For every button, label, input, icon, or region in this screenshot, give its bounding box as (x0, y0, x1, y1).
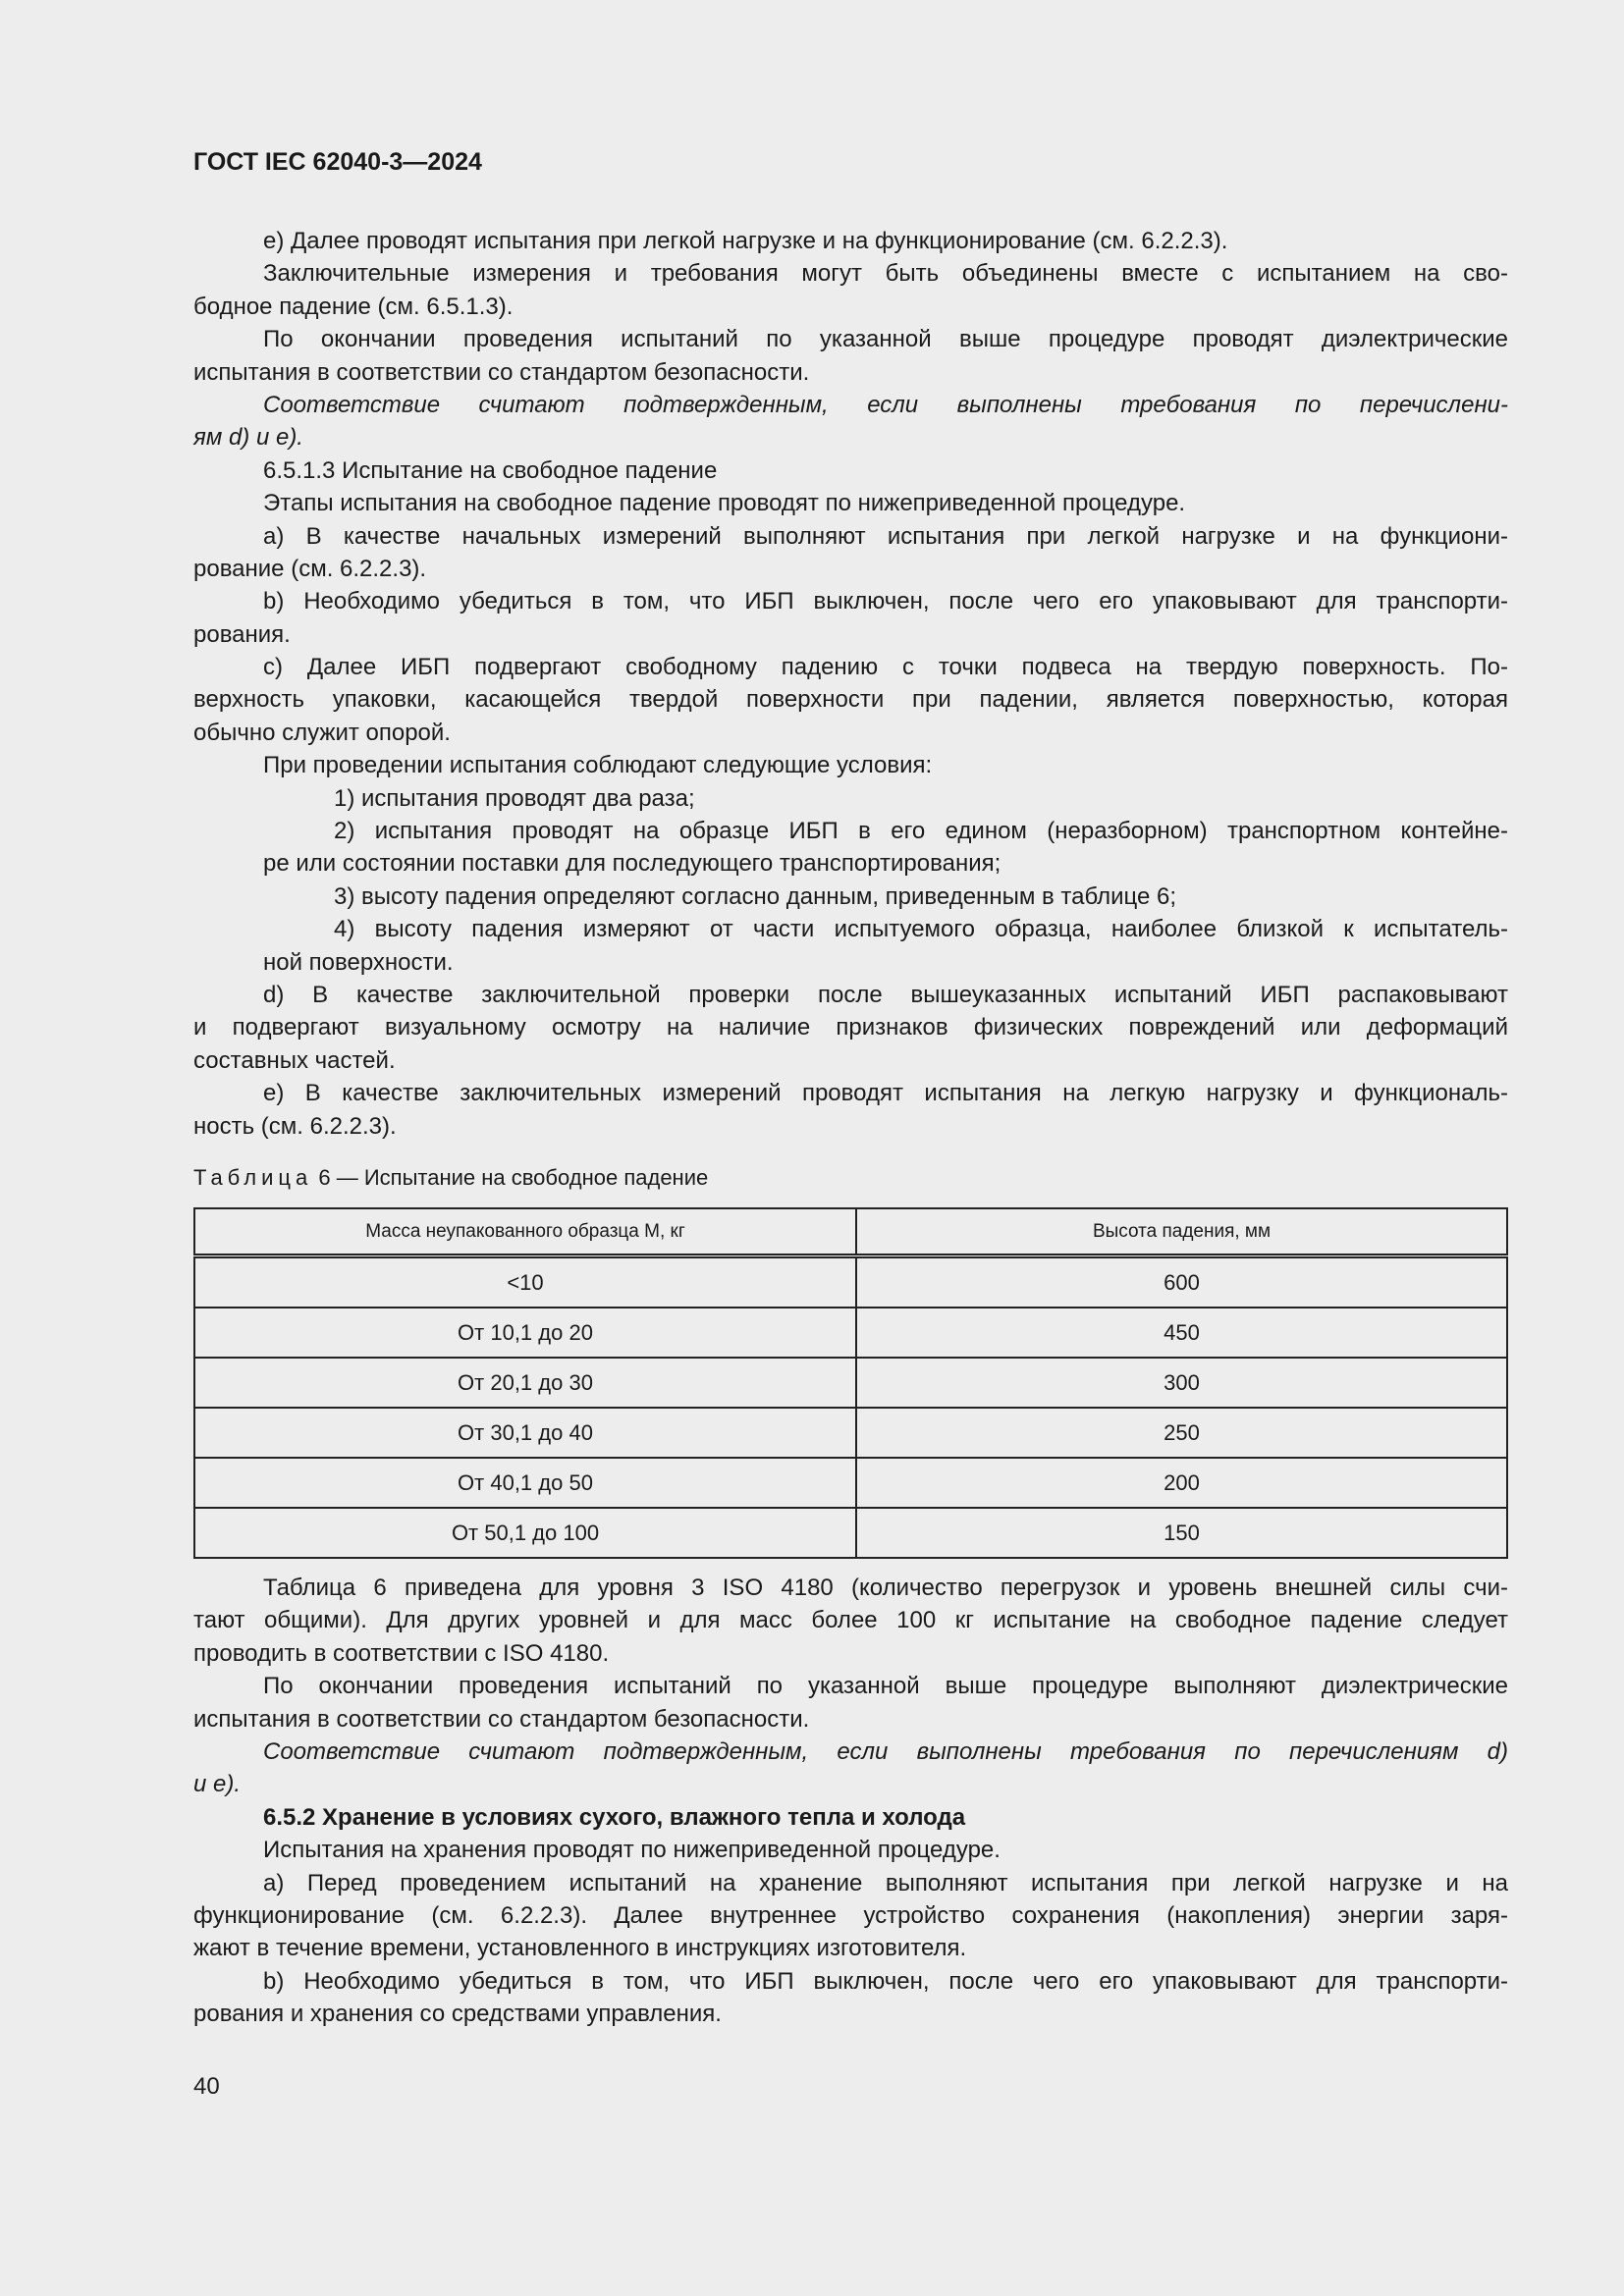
text-line: Таблица 6 приведена для уровня 3 ISO 4180 (количество перегрузок и уровень внешней силы счи- (263, 1575, 1508, 1601)
text-line: ям d) и e). (193, 424, 303, 452)
table-row (194, 1308, 1507, 1358)
text-line: функционирование (см. 6.2.2.3). Далее внутреннее устройство сохранения (накопления) энергии заря- (193, 1901, 1508, 1929)
table-caption-label: Таблица (193, 1165, 313, 1190)
mass-cell: От 40,1 до 50 (194, 1458, 856, 1508)
text-line: обычно служит опорой. (193, 719, 451, 746)
height-cell: 200 (856, 1458, 1507, 1508)
table-row (194, 1508, 1507, 1558)
text-line: b) Необходимо убедиться в том, что ИБП выключен, после чего его упаковывают для транспорти- (263, 1967, 1508, 1995)
section-heading: 6.5.1.3 Испытание на свободное падение (263, 456, 718, 484)
text-line: рование (см. 6.2.2.3). (193, 555, 427, 582)
height-cell: 450 (856, 1308, 1507, 1358)
list-item: 3) высоту падения определяют согласно данным, приведенным в таблице 6; (334, 882, 1177, 910)
text-line: c) Далее ИБП подвергают свободному падению с точки подвеса на твердую поверхность. По- (263, 654, 1508, 681)
mass-cell: <10 (194, 1256, 856, 1308)
text-line: тают общими). Для других уровней и для масс более 100 кг испытание на свободное падение следует (193, 1607, 1508, 1634)
text-line: e) В качестве заключительных измерений проводят испытания на легкую нагрузку и функциональ- (263, 1080, 1508, 1107)
table-row (194, 1256, 1507, 1308)
text-line: рования. (193, 620, 291, 648)
page-number: 40 (193, 2073, 220, 2100)
mass-cell: От 10,1 до 20 (194, 1308, 856, 1358)
column-header-height: Высота падения, мм (856, 1208, 1507, 1256)
list-item: 1) испытания проводят два раза; (334, 784, 695, 812)
list-item: ре или состоянии поставки для последующего транспортирования; (263, 850, 1001, 878)
text-line: b) Необходимо убедиться в том, что ИБП выключен, после чего его упаковывают для транспорти- (263, 588, 1508, 615)
table-row (194, 1458, 1507, 1508)
text-line: a) В качестве начальных измерений выполняют испытания при легкой нагрузке и на функциони- (263, 522, 1508, 550)
text-line: ность (см. 6.2.2.3). (193, 1112, 397, 1140)
list-item: 4) высоту падения измеряют от части испытуемого образца, наиболее близкой к испытатель- (334, 916, 1508, 943)
text-line: d) В качестве заключительной проверки после вышеуказанных испытаний ИБП распаковывают (263, 981, 1508, 1008)
table-caption-text: 6 — Испытание на свободное падение (318, 1165, 709, 1190)
table-row (194, 1358, 1507, 1408)
drop-test-table (193, 1207, 1508, 1559)
text-line: и подвергают визуальному осмотру на наличие признаков физических повреждений или деформаций (193, 1014, 1508, 1041)
text-line: и e). (193, 1771, 242, 1798)
text-line: верхность упаковки, касающейся твердой поверхности при падении, является поверхностью, которая (193, 686, 1508, 714)
table-header-row (194, 1208, 1507, 1256)
section-heading: 6.5.2 Хранение в условиях сухого, влажного тепла и холода (263, 1803, 966, 1831)
text-line: Соответствие считают подтвержденным, если выполнены требования по перечислениям d) (263, 1737, 1508, 1765)
height-cell: 600 (856, 1256, 1507, 1308)
text-line: бодное падение (см. 6.5.1.3). (193, 293, 514, 320)
height-cell: 150 (856, 1508, 1507, 1558)
text-line: Этапы испытания на свободное падение проводят по нижеприведенной процедуре. (263, 490, 1186, 517)
text-line: По окончании проведения испытаний по указанной выше процедуре выполняют диэлектрические (263, 1673, 1508, 1700)
table-row (194, 1408, 1507, 1458)
text-line: При проведении испытания соблюдают следующие условия: (263, 752, 933, 779)
body-text-bottom (193, 1572, 1508, 2030)
document-header: ГОСТ IEC 62040-3—2024 (193, 148, 482, 176)
text-line: e) Далее проводят испытания при легкой нагрузке и на функционирование (см. 6.2.2.3). (263, 228, 1228, 254)
text-line: жают в течение времени, установленного в инструкциях изготовителя. (193, 1935, 967, 1962)
text-line: рования и хранения со средствами управления. (193, 2001, 722, 2028)
column-header-mass: Масса неупакованного образца М, кг (194, 1208, 856, 1256)
height-cell: 300 (856, 1358, 1507, 1408)
text-line: проводить в соответствии с ISO 4180. (193, 1639, 610, 1667)
text-line: Соответствие считают подтвержденным, если выполнены требования по перечислени- (263, 391, 1508, 418)
body-text-top (193, 225, 1508, 1143)
mass-cell: От 20,1 до 30 (194, 1358, 856, 1408)
mass-cell: От 30,1 до 40 (194, 1408, 856, 1458)
text-line: испытания в соответствии со стандартом безопасности. (193, 1705, 810, 1733)
list-item: 2) испытания проводят на образце ИБП в его едином (неразборном) транспортном контейне- (334, 818, 1508, 845)
mass-cell: От 50,1 до 100 (194, 1508, 856, 1558)
text-line: составных частей. (193, 1046, 396, 1074)
text-line: испытания в соответствии со стандартом безопасности. (193, 358, 810, 386)
text-line: Испытания на хранения проводят по нижеприведенной процедуре. (263, 1837, 1001, 1864)
list-item: ной поверхности. (263, 948, 454, 976)
height-cell: 250 (856, 1408, 1507, 1458)
text-line: По окончании проведения испытаний по указанной выше процедуре проводят диэлектрические (263, 326, 1508, 353)
text-line: Заключительные измерения и требования могут быть объединены вместе с испытанием на сво- (263, 260, 1508, 288)
text-line: a) Перед проведением испытаний на хранение выполняют испытания при легкой нагрузке и на (263, 1869, 1508, 1896)
table-caption (193, 1165, 708, 1191)
